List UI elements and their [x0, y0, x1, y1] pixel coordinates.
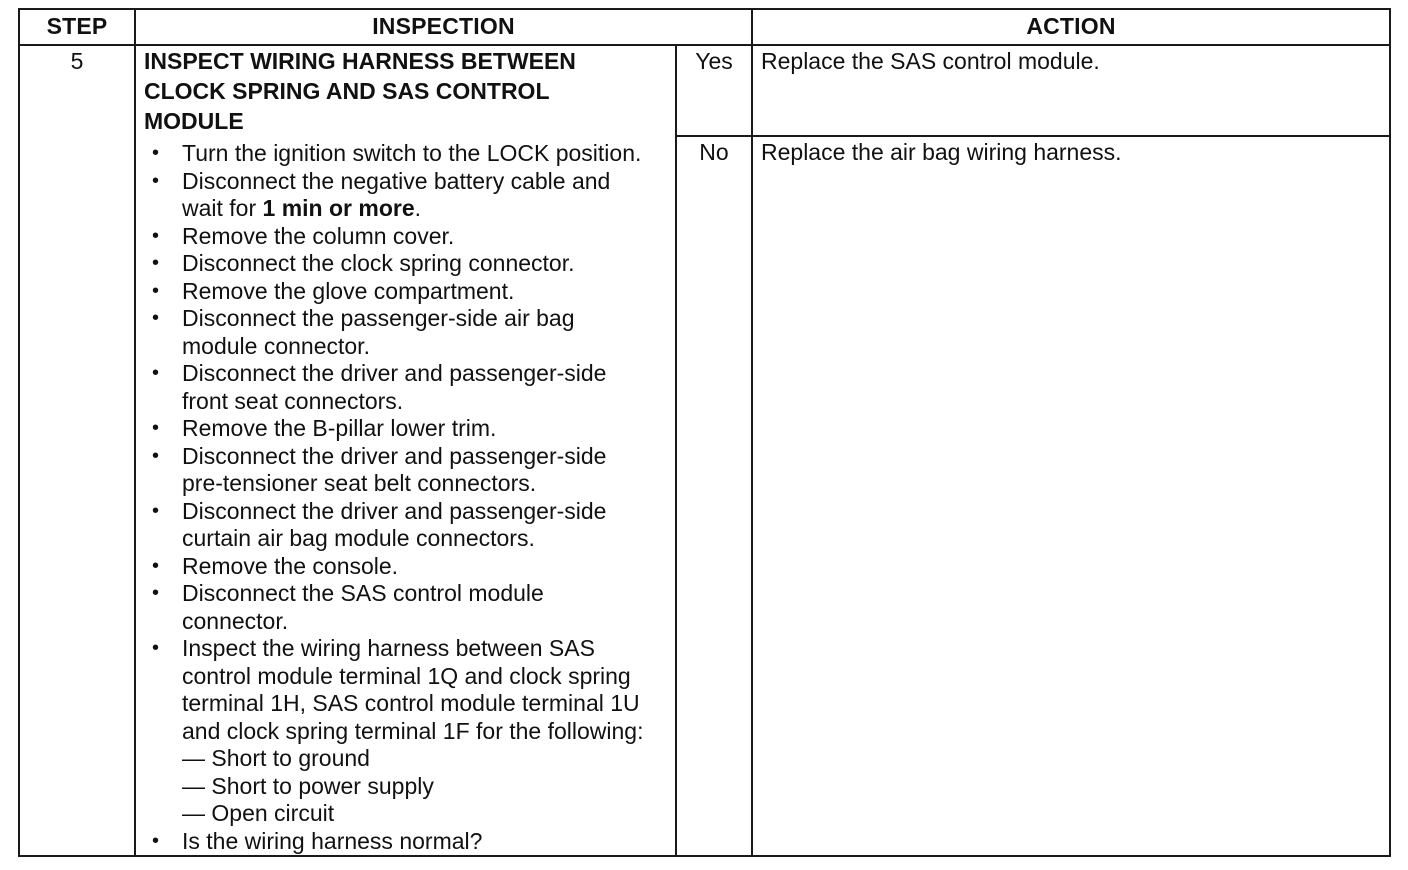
inspection-title-line: MODULE	[144, 108, 244, 134]
instruction-item: • Remove the column cover.	[152, 222, 455, 249]
answer-yes: Yes	[695, 48, 733, 74]
instruction-item: • Remove the console.	[152, 552, 399, 579]
bullet-icon: •	[152, 582, 160, 604]
instruction-item: • Remove the B-pillar lower trim.	[152, 415, 497, 441]
instruction-item: • Disconnect the negative battery cable and wait for 1 min or more.	[152, 167, 611, 221]
check-item: — Open circuit	[182, 800, 335, 826]
instruction-item: • Disconnect the driver and passenger-side curtain air bag module connectors.	[152, 497, 607, 551]
instruction-item: • Remove the glove compartment.	[152, 277, 515, 304]
instruction-item: • Turn the ignition switch to the LOCK position.	[152, 140, 642, 166]
header-inspection: INSPECTION	[372, 13, 515, 39]
instruction-item: • Disconnect the SAS control module connector.	[152, 580, 544, 634]
bullet-icon: •	[152, 224, 160, 247]
instruction-item: • Disconnect the driver and passenger-side front seat connectors.	[152, 360, 607, 414]
bullet-icon: •	[152, 362, 160, 384]
bullet-icon: •	[152, 554, 160, 577]
check-item: — Short to power supply	[182, 772, 434, 799]
bullet-icon: •	[152, 417, 160, 439]
instruction-item: • Inspect the wiring harness between SAS control module terminal 1Q and clock spring terminal 1H, SAS control module terminal 1U and clock spring terminal 1F for the following: — Short to ground — Short to power supply — Open circuit	[144, 635, 674, 828]
bullet-icon: •	[152, 829, 160, 852]
bullet-icon: •	[152, 444, 160, 467]
inspection-title-line: CLOCK SPRING AND SAS CONTROL	[144, 78, 550, 104]
instruction-list	[144, 140, 674, 855]
header-step: STEP	[46, 13, 108, 39]
bullet-icon: •	[152, 637, 160, 659]
bullet-icon: •	[152, 307, 160, 329]
instruction-item: • Is the wiring harness normal?	[152, 827, 483, 854]
inspection-table	[18, 8, 1391, 857]
check-item: — Short to ground	[182, 745, 370, 771]
action-yes: Replace the SAS control module.	[761, 48, 1100, 74]
action-no: Replace the air bag wiring harness.	[761, 139, 1122, 165]
inspection-title	[144, 46, 674, 136]
step-number: 5	[70, 48, 84, 74]
yes-no-divider	[675, 135, 1389, 137]
bullet-icon: •	[152, 142, 160, 164]
bullet-icon: •	[152, 169, 160, 192]
instruction-item: • Disconnect the passenger-side air bag module connector.	[152, 305, 575, 359]
divider-step-inspection	[134, 10, 136, 855]
instruction-item: • Disconnect the driver and passenger-side pre-tensioner seat belt connectors.	[152, 442, 607, 496]
inspection-title-line: INSPECT WIRING HARNESS BETWEEN	[144, 48, 576, 74]
bullet-icon: •	[152, 279, 160, 302]
bullet-icon: •	[152, 252, 160, 274]
answer-no: No	[699, 139, 729, 165]
wait-time: 1 min or more	[262, 195, 415, 221]
header-action: ACTION	[1026, 13, 1116, 39]
instruction-item: • Disconnect the clock spring connector.	[152, 250, 575, 276]
bullet-icon: •	[152, 499, 160, 522]
